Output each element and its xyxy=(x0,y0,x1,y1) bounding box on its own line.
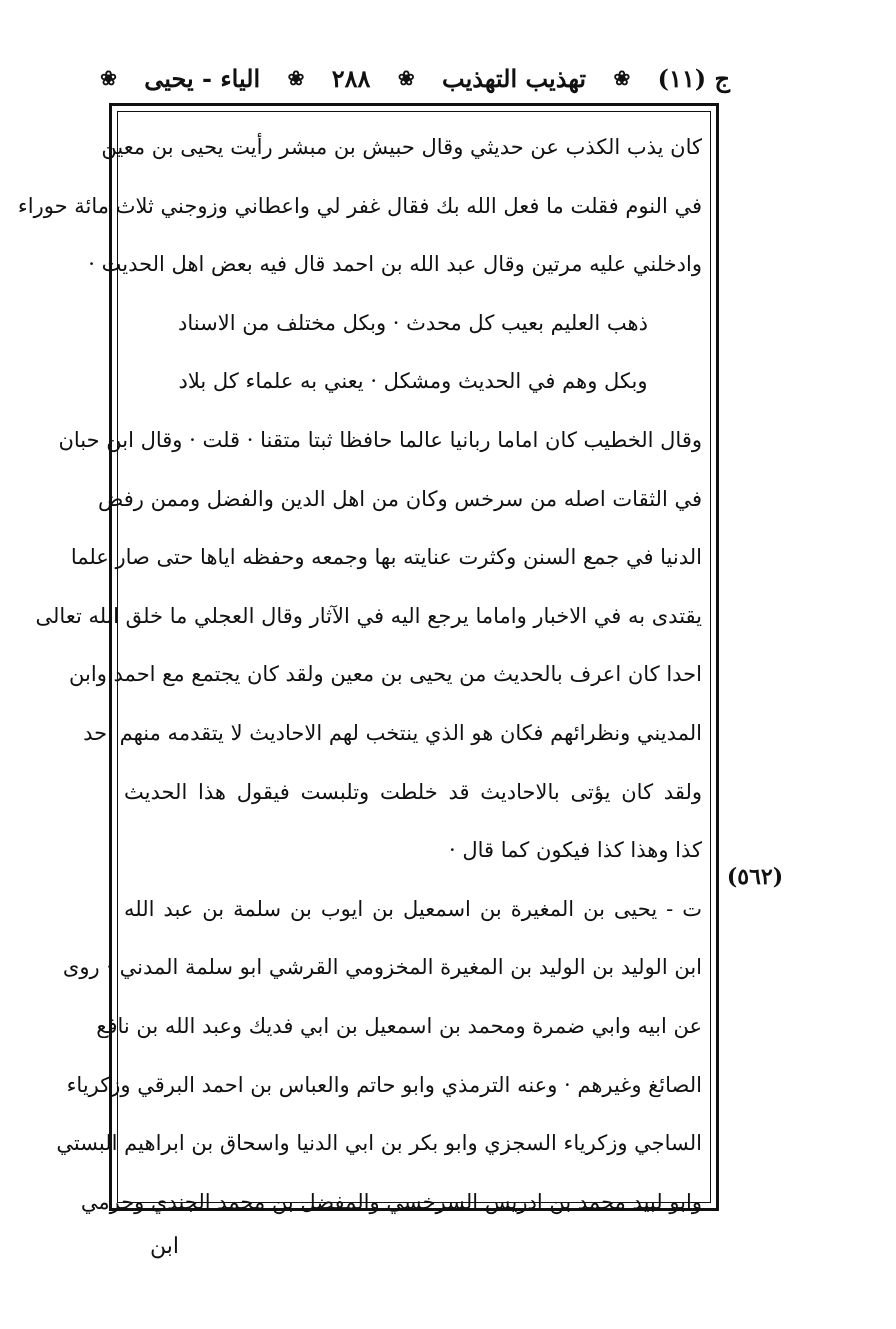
entry-heading-line: ت - يحيى بن المغيرة بن اسمعيل بن ايوب بن سلمة بن عبد الله xyxy=(124,896,702,921)
text-line: ولقد كان يؤتى بالاحاديث قد خلطت وتلبست فيقول هذا الحديث xyxy=(124,779,702,804)
text-line: المديني ونظرائهم فكان هو الذي ينتخب لهم الاحاديث لا يتقدمه منهم احد xyxy=(83,720,702,745)
text-line: احدا كان اعرف بالحديث من يحيى بن معين ولقد كان يجتمع مع احمد وابن xyxy=(69,662,702,687)
text-line: عن ابيه وابي ضمرة ومحمد بن اسمعيل بن ابي فديك وعبد الله بن نافع xyxy=(96,1013,702,1038)
page-header xyxy=(100,58,730,98)
verse-line: ذهب العليم بعيب كل محدث · وبكل مختلف من الاسناد xyxy=(178,310,648,335)
book-title: تهذيب التهذيب xyxy=(442,63,587,93)
text-line: وقال الخطيب كان اماما ربانيا عالما حافظا ثبتا متقنا · قلت · وقال ابن حبان xyxy=(58,427,702,452)
verse-line: وبكل وهم في الحديث ومشكل · يعني به علماء كل بلاد xyxy=(178,369,648,394)
text-line: في الثقات اصله من سرخس وكان من اهل الدين والفضل وممن رفض xyxy=(97,486,702,511)
ornament-icon: ❀ xyxy=(613,66,631,90)
text-line: كذا وهذا كذا فيكون كما قال · xyxy=(449,838,702,863)
text-line: ابن الوليد بن الوليد بن المغيرة المخزومي القرشي ابو سلمة المدني · روى xyxy=(62,955,702,980)
section-title: الياء - يحيى xyxy=(144,63,261,93)
catchword: ابن xyxy=(150,1234,179,1259)
ornament-icon: ❀ xyxy=(100,66,117,90)
ornament-icon: ❀ xyxy=(397,66,415,90)
text-line: يقتدى به في الاخبار واماما يرجع اليه في الآثار وقال العجلي ما خلق الله تعالى xyxy=(35,603,702,628)
text-line: وابو لبيد محمد بن ادريس السرخسي والمفضل بن محمد الجندي وحرمي xyxy=(80,1189,702,1214)
volume-label: ج (١١) xyxy=(657,63,730,93)
text-line: كان يذب الكذب عن حديثي وقال حبيش بن مبشر رأيت يحيى بن معين xyxy=(101,135,702,159)
entry-number: (٥٦٢) xyxy=(726,864,784,890)
text-line: في النوم فقلت ما فعل الله بك فقال غفر لي واعطاني وزوجني ثلاث مائة حوراء xyxy=(17,193,702,218)
ornament-icon: ❀ xyxy=(287,66,305,90)
text-line: الصائغ وغيرهم · وعنه الترمذي وابو حاتم والعباس بن احمد البرقي وزكرياء xyxy=(66,1072,702,1097)
body-text xyxy=(17,118,708,1231)
page-number: ٢٨٨ xyxy=(331,63,371,93)
text-line: الدنيا في جمع السنن وكثرت عنايته بها وجمعه وحفظه اياها حتى صار علما xyxy=(70,545,702,570)
text-line: وادخلني عليه مرتين وقال عبد الله بن احمد قال فيه بعض اهل الحديث · xyxy=(88,252,702,277)
text-line: الساجي وزكرياء السجزي وابو بكر بن ابي الدنيا واسحاق بن ابراهيم البستي xyxy=(56,1131,702,1156)
